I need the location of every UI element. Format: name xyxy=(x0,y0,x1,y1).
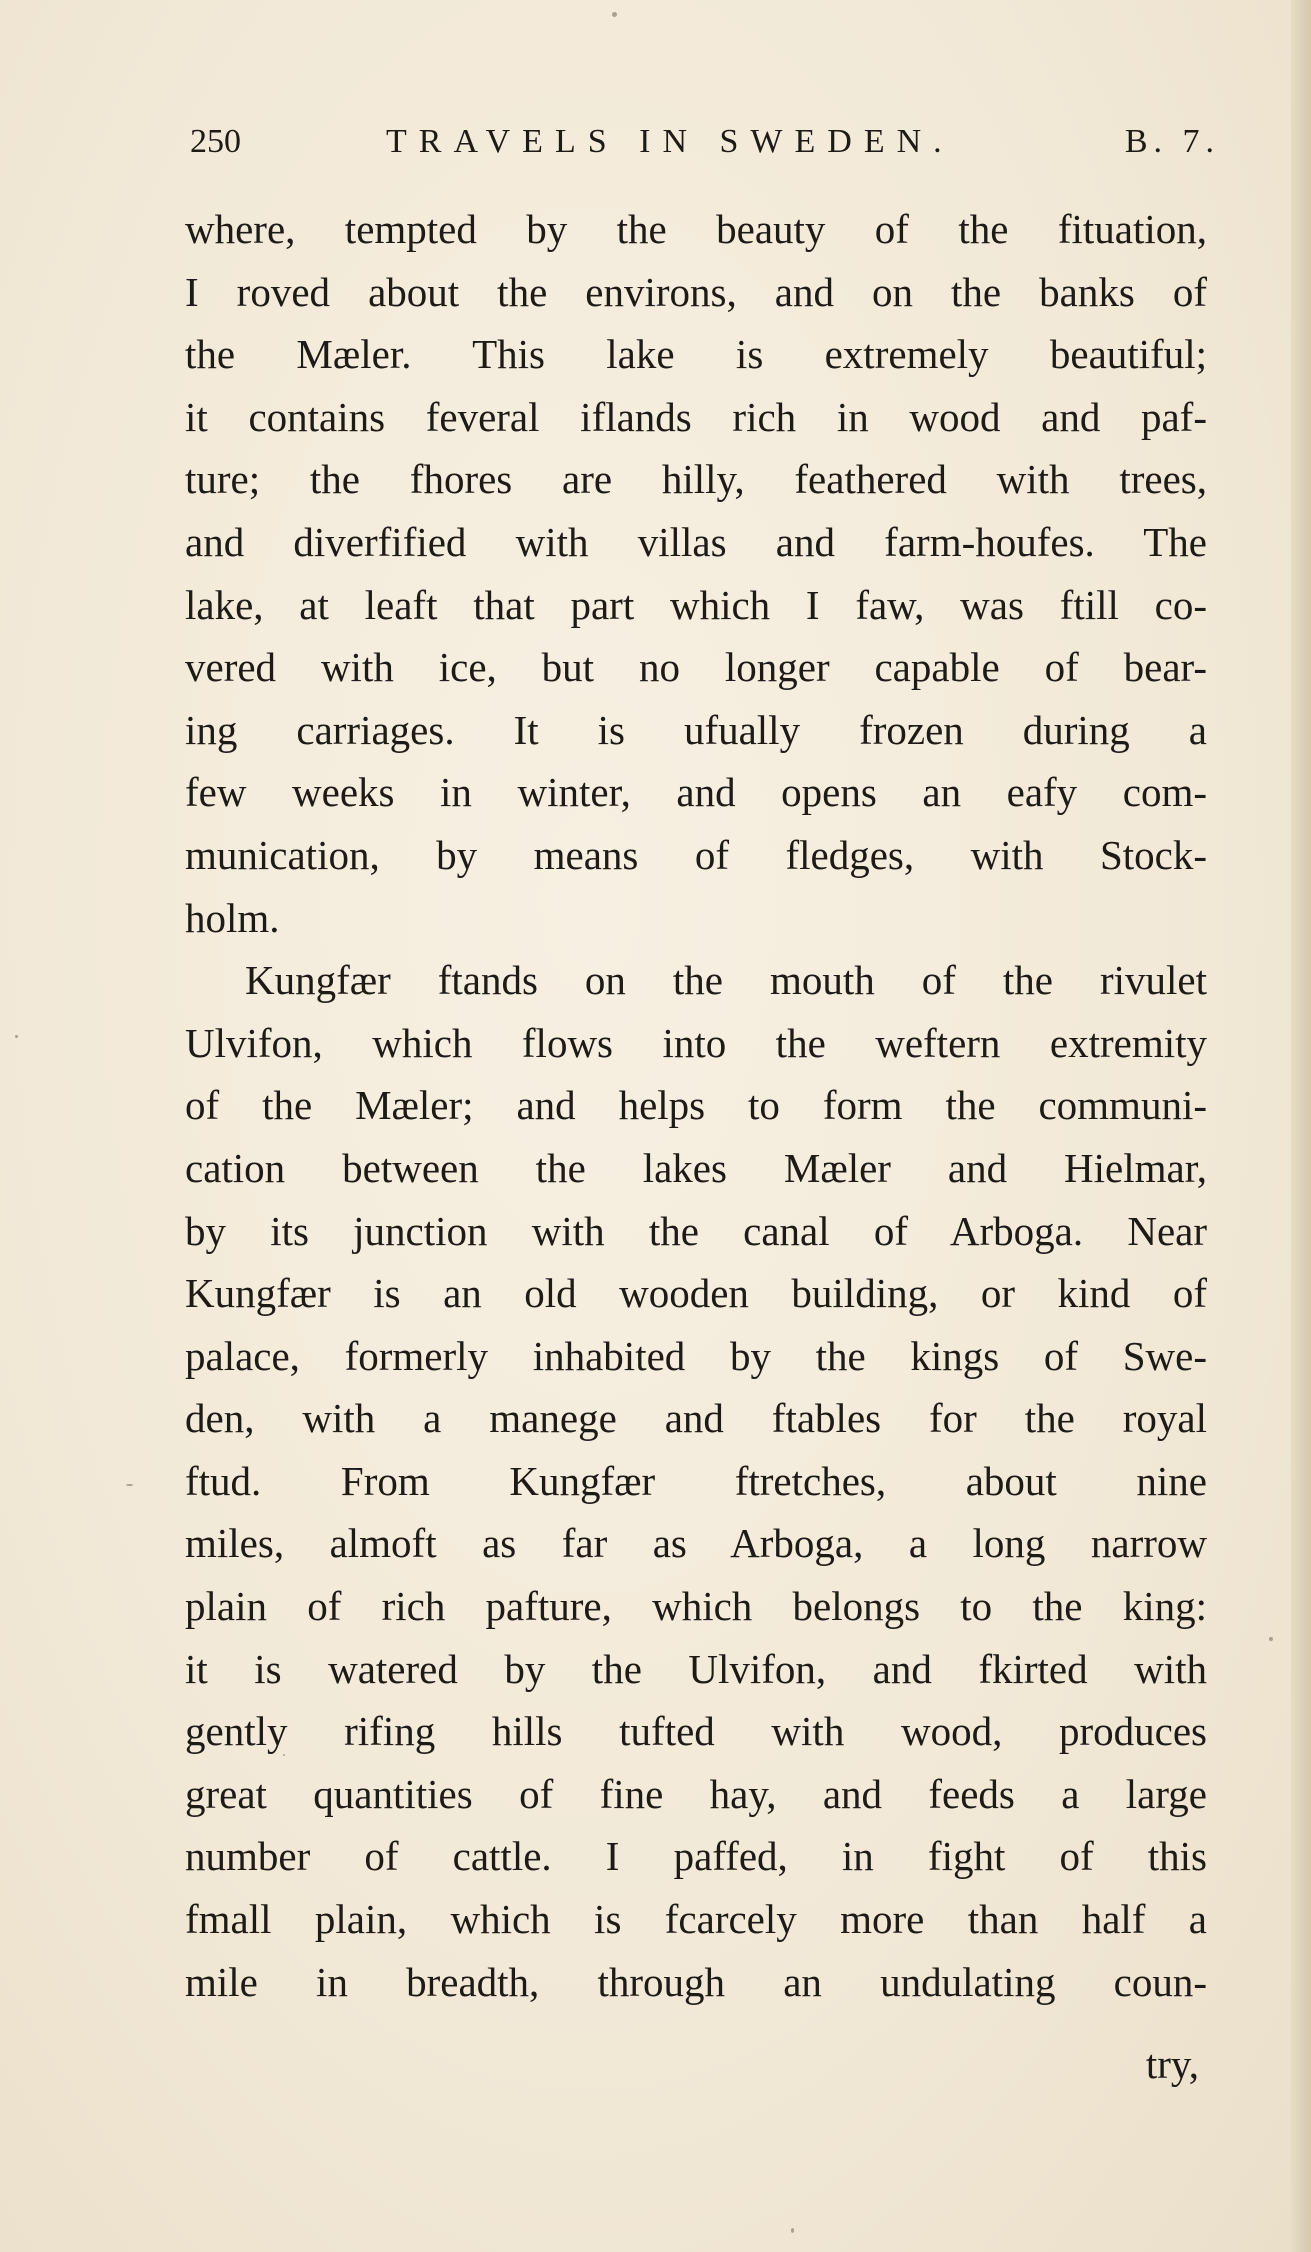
text-line: den, with a manege and ftables for the royal xyxy=(185,1395,1207,1442)
text-line: by its junction with the canal of Arboga. Near xyxy=(185,1207,1207,1254)
text-line: cation between the lakes Mæler and Hielmar, xyxy=(185,1144,1207,1191)
text-line: palace, formerly inhabited by the kings of Swe- xyxy=(185,1332,1207,1379)
text-line: number of cattle. I paffed, in fight of this xyxy=(185,1833,1207,1880)
text-line: the Mæler. This lake is extremely beautiful; xyxy=(185,331,1207,378)
text-line: ture; the fhores are hilly, feathered with trees, xyxy=(185,456,1207,503)
text-line: ing carriages. It is ufually frozen during a xyxy=(185,706,1207,753)
text-line: lake, at leaft that part which I faw, was ftill co- xyxy=(185,581,1207,628)
text-line: and diverfified with villas and farm-houfes. The xyxy=(185,518,1207,565)
text-line: where, tempted by the beauty of the fituation, xyxy=(185,206,1207,252)
catchword: try, xyxy=(1145,2041,1199,2087)
paper-speck xyxy=(1269,1637,1273,1641)
running-head xyxy=(190,116,1220,168)
text-line: I roved about the environs, and on the banks of xyxy=(185,268,1207,315)
page-number: 250 xyxy=(190,123,241,160)
text-line: it is watered by the Ulvifon, and fkirted with xyxy=(185,1645,1207,1692)
text-line: miles, almoft as far as Arboga, a long narrow xyxy=(185,1520,1207,1567)
page-edge-shadow xyxy=(1291,0,1311,2252)
text-line: gently rifing hills tufted with wood, produces xyxy=(185,1708,1207,1755)
running-title: TRAVELS IN SWEDEN. xyxy=(386,123,954,160)
text-line: fmall plain, which is fcarcely more than half a xyxy=(185,1896,1207,1943)
text-line: munication, by means of fledges, with Stock- xyxy=(185,831,1207,878)
text-line: plain of rich pafture, which belongs to the king: xyxy=(185,1583,1207,1630)
text-line: Ulvifon, which flows into the weftern extremity xyxy=(185,1019,1207,1066)
text-line: of the Mæler; and helps to form the communi- xyxy=(185,1082,1207,1129)
body-text xyxy=(185,198,1207,2013)
paragraph-start-line: Kungfær ftands on the mouth of the rivulet xyxy=(245,957,1207,1004)
text-line: few weeks in winter, and opens an eafy com- xyxy=(185,769,1207,816)
paper-speck xyxy=(126,1484,133,1486)
paragraph-end-line: holm. xyxy=(185,894,280,941)
text-line: great quantities of fine hay, and feeds a large xyxy=(185,1770,1207,1817)
text-line: mile in breadth, through an undulating coun- xyxy=(185,1958,1207,2005)
text-line: Kungfær is an old wooden building, or kind of xyxy=(185,1270,1207,1317)
text-line: it contains feveral iflands rich in wood and paf- xyxy=(185,393,1207,440)
paper-speck xyxy=(15,1035,18,1038)
text-line: ftud. From Kungfær ftretches, about nine xyxy=(185,1457,1207,1504)
paper-speck xyxy=(283,1754,285,1756)
paper-speck xyxy=(791,2228,794,2233)
text-line: vered with ice, but no longer capable of bear- xyxy=(185,644,1207,691)
paper-speck xyxy=(612,12,617,17)
book-number: B. 7. xyxy=(1124,123,1220,160)
